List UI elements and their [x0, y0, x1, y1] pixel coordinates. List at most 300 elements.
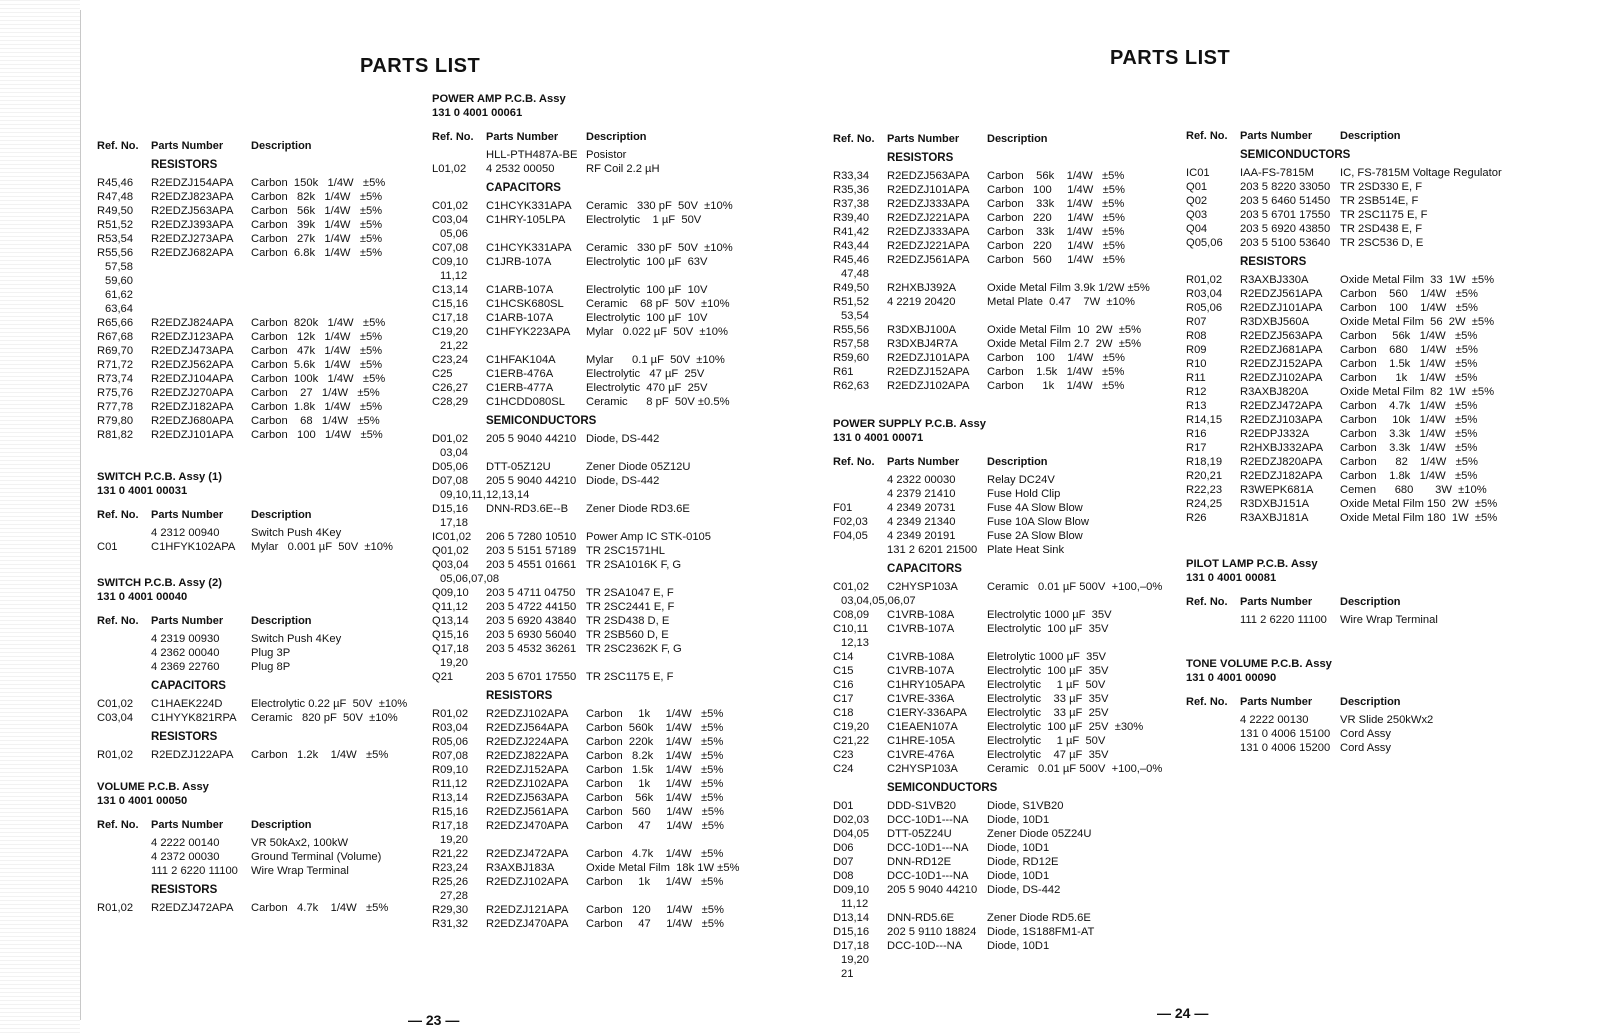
- description: TR 2SB560 D, E: [586, 629, 669, 641]
- ref-no: Q03,04: [432, 559, 469, 571]
- description: Carbon 39k 1/4W ±5%: [251, 219, 383, 231]
- ref-no: R01,02: [97, 902, 134, 914]
- ref-no: R81,82: [97, 429, 134, 441]
- description: Electrolytic 1000 µF 35V: [987, 609, 1112, 621]
- table-row: [97, 646, 422, 660]
- ref-header: Ref. No.: [97, 509, 139, 521]
- table-row: [432, 721, 762, 735]
- parts-number: R2EDZJ470APA: [486, 918, 569, 930]
- table-row: [432, 735, 762, 749]
- parts-number: 203 5 6930 56040: [486, 629, 577, 641]
- description: Carbon 47 1/4W ±5%: [586, 918, 724, 930]
- ref-header: Ref. No.: [432, 131, 474, 143]
- parts-number: 205 5 9040 44210: [486, 475, 577, 487]
- assy-number: 131 0 4001 00040: [97, 591, 188, 603]
- table-row: [833, 501, 1178, 515]
- category-heading: SEMICONDUCTORS: [1240, 149, 1351, 161]
- description: Electrolytic 33 µF 35V: [987, 693, 1109, 705]
- parts-number: R2EDZJ152APA: [486, 764, 569, 776]
- table-row: [97, 428, 422, 442]
- table-row: [432, 600, 762, 614]
- table-row: [432, 395, 762, 409]
- table-row: [1186, 208, 1516, 222]
- assy-number: 131 0 4001 00050: [97, 795, 188, 807]
- parts-number: R2EDZJ823APA: [151, 191, 234, 203]
- ref-no: R49,50: [833, 282, 870, 294]
- description: Electrolytic 470 µF 25V: [586, 382, 708, 394]
- description: Cemen 680 3W ±10%: [1340, 484, 1487, 496]
- parts-number: 203 5 4532 36261: [486, 643, 577, 655]
- ref-no: R07,08: [432, 750, 469, 762]
- description-header: Description: [251, 509, 312, 521]
- ref-no: R55,56: [833, 324, 870, 336]
- ref-no: C01: [97, 541, 118, 553]
- description: Carbon 4.7k 1/4W ±5%: [1340, 400, 1478, 412]
- table-row: [833, 799, 1178, 813]
- description: TR 2SA1016K F, G: [586, 559, 682, 571]
- parts-number: [493, 339, 591, 353]
- table-row: [432, 339, 762, 353]
- table-row: [97, 176, 422, 190]
- parts-number: R2EDZJ182APA: [1240, 470, 1323, 482]
- ref-no: R18,19: [1186, 456, 1223, 468]
- description: TR 2SB514E, F: [1340, 195, 1419, 207]
- description: Oxide Metal Film 3.9k 1/2W ±5%: [987, 282, 1150, 294]
- table-row: [432, 353, 762, 367]
- description: Zener Diode 05Z12U: [586, 461, 691, 473]
- ref-no: R45,46: [833, 254, 870, 266]
- description: Mylar 0.1 µF 50V ±10%: [586, 354, 725, 366]
- description: Cord Assy: [1340, 728, 1391, 740]
- parts-section: [833, 130, 1178, 393]
- ref-no: R26: [1186, 512, 1207, 524]
- parts-section: [1186, 127, 1516, 525]
- parts-number: [493, 833, 591, 847]
- description: [993, 594, 1178, 608]
- table-row: [432, 558, 762, 572]
- description: Oxide Metal Film 82 1W ±5%: [1340, 386, 1495, 398]
- description: Mylar 0.022 µF 50V ±10%: [586, 326, 728, 338]
- ref-no: R01,02: [432, 708, 469, 720]
- description: Carbon 1k 1/4W ±5%: [586, 778, 724, 790]
- ref-no: 05,06: [440, 228, 468, 240]
- description: Electrolytic 1 µF 50V: [586, 214, 702, 226]
- table-row: [432, 488, 762, 502]
- description: [591, 269, 762, 283]
- parts-number: R3DXBJ100A: [887, 324, 957, 336]
- parts-number: 4 2312 00940: [151, 527, 220, 539]
- description: [256, 288, 422, 302]
- description: TR 2SC2441 E, F: [586, 601, 675, 613]
- parts-number: R2EDZJ102APA: [486, 708, 569, 720]
- description: Carbon 47k 1/4W ±5%: [251, 345, 383, 357]
- table-row: [97, 632, 422, 646]
- assy-title: SWITCH P.C.B. Assy (1): [97, 471, 222, 483]
- table-row: [833, 813, 1178, 827]
- ref-no: R23,24: [432, 862, 469, 874]
- description: Switch Push 4Key: [251, 633, 342, 645]
- table-row: [97, 864, 422, 878]
- parts-number: DCC-10D1---NA: [887, 870, 969, 882]
- ref-no: 03,04: [440, 447, 468, 459]
- parts-number: DTT-05Z12U: [486, 461, 551, 473]
- ref-no: R16: [1186, 428, 1207, 440]
- ref-no: C24: [833, 763, 854, 775]
- ref-no: R09,10: [432, 764, 469, 776]
- ref-no: R01,02: [1186, 274, 1223, 286]
- description: RF Coil 2.2 µH: [586, 163, 660, 175]
- description: [992, 267, 1178, 281]
- description: [591, 516, 762, 530]
- table-row: [97, 274, 422, 288]
- table-row: [97, 526, 422, 540]
- description: Ceramic 0.01 µF 500V +100,–0%: [987, 581, 1163, 593]
- table-row: [432, 381, 762, 395]
- ref-no: Q03: [1186, 209, 1208, 221]
- parts-number: 131 0 4006 15100: [1240, 728, 1331, 740]
- ref-no: R31,32: [432, 918, 469, 930]
- ref-no: C23: [833, 749, 854, 761]
- table-row: [1186, 511, 1516, 525]
- ref-no: R55,56: [97, 247, 134, 259]
- table-row: [833, 594, 1178, 608]
- table-row: [1186, 180, 1516, 194]
- table-row: [833, 827, 1178, 841]
- parts-number: C1ERY-336APA: [887, 707, 968, 719]
- ref-no: R71,72: [97, 359, 134, 371]
- ref-header: Ref. No.: [1186, 696, 1228, 708]
- parts-number: C1ARB-107A: [486, 312, 554, 324]
- table-row: [432, 460, 762, 474]
- description: Carbon 8.2k 1/4W ±5%: [586, 750, 724, 762]
- parts-column-2: [432, 92, 762, 931]
- ref-no: R41,42: [833, 226, 870, 238]
- parts-number: R2EDZJ564APA: [486, 722, 569, 734]
- description: Electrolytic 100 µF 35V: [987, 665, 1109, 677]
- parts-number: DTT-05Z24U: [887, 828, 952, 840]
- parts-section: [833, 417, 1178, 981]
- table-row: [432, 847, 762, 861]
- description: Carbon 220k 1/4W ±5%: [586, 736, 724, 748]
- ref-no: C15,16: [432, 298, 469, 310]
- table-row: [97, 400, 422, 414]
- ref-no: [97, 864, 151, 878]
- description: [256, 274, 422, 288]
- page-binding-line: [80, 10, 81, 1020]
- ref-no: C03,04: [432, 214, 469, 226]
- parts-number: R2EDZJ273APA: [151, 233, 234, 245]
- table-row: [432, 642, 762, 656]
- description: [992, 897, 1178, 911]
- table-row: [1186, 357, 1516, 371]
- parts-number: R2EDZJ101APA: [1240, 302, 1323, 314]
- parts-number: 4 2532 00050: [486, 163, 555, 175]
- ref-no: R05,06: [432, 736, 469, 748]
- description: Diode, 1S188FM1-AT: [987, 926, 1095, 938]
- assy-number: 131 0 4001 00071: [833, 432, 924, 444]
- parts-number: [494, 488, 591, 502]
- table-row: [97, 901, 422, 915]
- parts-number: C1JRB-107A: [486, 256, 552, 268]
- parts-number: 4 2222 00140: [151, 837, 220, 849]
- description: Wire Wrap Terminal: [251, 865, 349, 877]
- description: Cord Assy: [1340, 742, 1391, 754]
- table-row: [432, 283, 762, 297]
- table-header: [97, 137, 422, 153]
- ref-no: F04,05: [833, 530, 868, 542]
- parts-number: C1EAEN107A: [887, 721, 958, 733]
- table-row: [97, 260, 422, 274]
- description: Fuse 10A Slow Blow: [987, 516, 1089, 528]
- parts-number: R2EDZJ154APA: [151, 177, 234, 189]
- parts-number-header: Parts Number: [151, 509, 224, 521]
- ref-no: 19,20: [440, 834, 468, 846]
- ref-no: R07: [1186, 316, 1207, 328]
- description: [591, 572, 762, 586]
- description: [992, 309, 1178, 323]
- category-heading: CAPACITORS: [887, 563, 962, 575]
- ref-no: R11,12: [432, 778, 468, 790]
- ref-no: [97, 646, 151, 660]
- assy-title: VOLUME P.C.B. Assy: [97, 781, 209, 793]
- ref-no: D01: [833, 800, 854, 812]
- ref-no: R59,60: [833, 352, 870, 364]
- description: Carbon 33k 1/4W ±5%: [987, 198, 1125, 210]
- table-row: [1186, 329, 1516, 343]
- parts-number: R2EDZJ102APA: [887, 380, 970, 392]
- parts-number: 203 5 6460 51450: [1240, 195, 1331, 207]
- description: [256, 302, 422, 316]
- ref-no: [1186, 727, 1240, 741]
- table-row: [833, 183, 1178, 197]
- page-number-right: — 24 —: [1157, 1005, 1209, 1021]
- description: Carbon 82 1/4W ±5%: [1340, 456, 1478, 468]
- assy-title: POWER AMP P.C.B. Assy: [432, 93, 566, 105]
- table-row: [833, 529, 1178, 543]
- table-row: [1186, 399, 1516, 413]
- description: Mylar 0.001 µF 50V ±10%: [251, 541, 393, 553]
- ref-no: C16: [833, 679, 854, 691]
- description: Oxide Metal Film 180 1W ±5%: [1340, 512, 1498, 524]
- parts-number: R2EDZJ563APA: [887, 170, 970, 182]
- ref-no: R49,50: [97, 205, 134, 217]
- table-row: [1186, 371, 1516, 385]
- category-heading: SEMICONDUCTORS: [486, 415, 597, 427]
- table-row: [833, 734, 1178, 748]
- ref-no: [97, 526, 151, 540]
- description: Carbon 560 1/4W ±5%: [987, 254, 1125, 266]
- ref-header: Ref. No.: [97, 140, 139, 152]
- description: [591, 227, 762, 241]
- ref-no: R79,80: [97, 415, 134, 427]
- parts-number: C1HRE-105A: [887, 735, 955, 747]
- description-header: Description: [1340, 596, 1401, 608]
- description: Plate Heat Sink: [987, 544, 1065, 556]
- parts-number: R2EDZJ333APA: [887, 226, 970, 238]
- parts-number: 203 5 6920 43840: [486, 615, 577, 627]
- ref-no: 05,06,07,08: [440, 573, 500, 585]
- ref-no: R77,78: [97, 401, 134, 413]
- table-row: [1186, 483, 1516, 497]
- parts-number: C1HFYK102APA: [151, 541, 236, 553]
- ref-no: D06: [833, 842, 854, 854]
- table-row: [432, 148, 762, 162]
- table-header: [833, 453, 1178, 469]
- table-row: [97, 246, 422, 260]
- ref-no: D01,02: [432, 433, 469, 445]
- category-heading: RESISTORS: [486, 690, 553, 702]
- ref-no: R17: [1186, 442, 1207, 454]
- ref-no: [97, 836, 151, 850]
- description: Carbon 12k 1/4W ±5%: [251, 331, 383, 343]
- table-row: [432, 572, 762, 586]
- description: Electrolytic 100 µF 25V ±30%: [987, 721, 1144, 733]
- description: Carbon 100 1/4W ±5%: [251, 429, 383, 441]
- parts-section: [97, 137, 422, 442]
- parts-number: R2EDZJ472APA: [486, 848, 569, 860]
- description: Ceramic 330 pF 50V ±10%: [586, 242, 733, 254]
- ref-no: [97, 660, 151, 674]
- parts-number: DCC-10D1---NA: [887, 814, 969, 826]
- ref-no: C01,02: [833, 581, 870, 593]
- parts-number: 203 5 4551 01661: [486, 559, 577, 571]
- table-row: [1186, 166, 1516, 180]
- assy-title: SWITCH P.C.B. Assy (2): [97, 577, 222, 589]
- description: Carbon 5.6k 1/4W ±5%: [251, 359, 383, 371]
- parts-number: C1VRB-107A: [887, 665, 955, 677]
- ref-no: R39,40: [833, 212, 870, 224]
- table-row: [432, 670, 762, 684]
- table-row: [97, 302, 422, 316]
- parts-number: 4 2319 00930: [151, 633, 220, 645]
- ref-no: R67,68: [97, 331, 134, 343]
- ref-no: C19,20: [432, 326, 469, 338]
- description: Electrolytic 47 µF 25V: [586, 368, 705, 380]
- parts-number: C1VRB-108A: [887, 609, 955, 621]
- ref-no: 61,62: [105, 289, 133, 301]
- parts-number: 4 2372 00030: [151, 851, 220, 863]
- parts-number: R2EDZJ680APA: [151, 415, 234, 427]
- description: [591, 488, 762, 502]
- parts-number-header: Parts Number: [887, 456, 960, 468]
- table-row: [97, 540, 422, 554]
- parts-number: R2EDZJ152APA: [1240, 358, 1323, 370]
- parts-number: R2EDZJ102APA: [486, 778, 569, 790]
- description: Posistor: [586, 149, 627, 161]
- ref-no: C07,08: [432, 242, 469, 254]
- parts-number: R2EDZJ102APA: [1240, 372, 1323, 384]
- parts-number: 4 2322 00030: [887, 474, 956, 486]
- table-row: [833, 841, 1178, 855]
- table-header: [432, 128, 762, 144]
- description: [992, 967, 1178, 981]
- table-row: [833, 953, 1178, 967]
- ref-no: C26,27: [432, 382, 469, 394]
- ref-no: R37,38: [833, 198, 870, 210]
- table-header: [1186, 593, 1516, 609]
- table-row: [1186, 713, 1516, 727]
- table-row: [432, 516, 762, 530]
- parts-number: [158, 274, 256, 288]
- description: Carbon 680 1/4W ±5%: [1340, 344, 1478, 356]
- description: Carbon 820k 1/4W ±5%: [251, 317, 386, 329]
- table-row: [432, 819, 762, 833]
- description: Oxide Metal Film 2.7 2W ±5%: [987, 338, 1142, 350]
- parts-number: R2EDZJ101APA: [887, 352, 970, 364]
- assy-title: PILOT LAMP P.C.B. Assy: [1186, 558, 1318, 570]
- parts-number: 4 2349 21340: [887, 516, 956, 528]
- ref-no: R29,30: [432, 904, 469, 916]
- description: Carbon 1.5k 1/4W ±5%: [1340, 358, 1478, 370]
- parts-section: [1186, 657, 1516, 755]
- parts-number-header: Parts Number: [486, 131, 559, 143]
- table-row: [833, 225, 1178, 239]
- table-row: [432, 227, 762, 241]
- description: Oxide Metal Film 18k 1W ±5%: [586, 862, 740, 874]
- ref-no: D15,16: [833, 926, 870, 938]
- ref-no: [833, 543, 887, 557]
- description: Electrolytic 100 µF 10V: [586, 284, 708, 296]
- parts-number: C2HYSP103A: [887, 581, 958, 593]
- ref-no: R11: [1186, 372, 1206, 384]
- table-row: [1186, 385, 1516, 399]
- table-row: [833, 253, 1178, 267]
- table-row: [1186, 455, 1516, 469]
- table-row: [833, 169, 1178, 183]
- table-row: [833, 608, 1178, 622]
- ref-no: 57,58: [105, 261, 133, 273]
- ref-no: C21,22: [833, 735, 870, 747]
- description: Carbon 220 1/4W ±5%: [987, 240, 1125, 252]
- ref-header: Ref. No.: [833, 456, 875, 468]
- ref-no: R22,23: [1186, 484, 1223, 496]
- description: Electrolytic 1 µF 50V: [987, 679, 1106, 691]
- table-row: [833, 365, 1178, 379]
- ref-no: R62,63: [833, 380, 870, 392]
- ref-no: Q05,06: [1186, 237, 1223, 249]
- parts-number: R3WEPK681A: [1240, 484, 1314, 496]
- parts-number: R2EDZJ563APA: [1240, 330, 1323, 342]
- table-row: [97, 218, 422, 232]
- parts-number: C1HCDD080SL: [486, 396, 565, 408]
- description: Carbon 100k 1/4W ±5%: [251, 373, 386, 385]
- parts-number: R2HXBJ332APA: [1240, 442, 1324, 454]
- ref-no: Q09,10: [432, 587, 469, 599]
- description: Carbon 56k 1/4W ±5%: [251, 205, 383, 217]
- parts-number: [158, 302, 256, 316]
- ref-no: [1186, 741, 1240, 755]
- parts-number: R3DXBJ4R7A: [887, 338, 958, 350]
- ref-no: D04,05: [833, 828, 870, 840]
- table-row: [833, 748, 1178, 762]
- parts-number: R2HXBJ392A: [887, 282, 957, 294]
- parts-number: R2EDZJ101APA: [887, 184, 970, 196]
- ref-no: R75,76: [97, 387, 134, 399]
- parts-number: DNN-RD5.6E: [887, 912, 955, 924]
- ref-no: R01,02: [97, 749, 134, 761]
- description: Ground Terminal (Volume): [251, 851, 382, 863]
- parts-number: R3AXBJ330A: [1240, 274, 1309, 286]
- table-row: [432, 325, 762, 339]
- description: Ceramic 0.01 µF 500V +100,–0%: [987, 763, 1163, 775]
- parts-number: [894, 967, 992, 981]
- parts-number: R2EDZJ122APA: [151, 749, 234, 761]
- table-row: [1186, 222, 1516, 236]
- ref-no: R05,06: [1186, 302, 1223, 314]
- parts-number-header: Parts Number: [1240, 696, 1313, 708]
- description-header: Description: [1340, 130, 1401, 142]
- description-header: Description: [251, 140, 312, 152]
